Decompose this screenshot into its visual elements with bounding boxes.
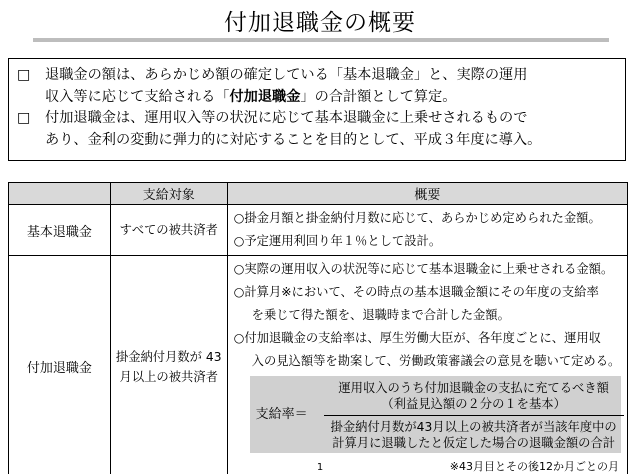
row-target — [110, 256, 227, 474]
formula-fraction — [324, 380, 624, 451]
table-row-additional — [9, 256, 628, 474]
desc-line: ○掛金月額と掛金納付月数に応じて、あらかじめ定められた金額。 — [233, 211, 601, 225]
table-header-empty — [9, 183, 111, 205]
desc-line-continued: を乗じて得た額を、退職時まで合計した金額。 — [251, 308, 510, 322]
summary-text: 」の合計額として算定。 — [300, 88, 457, 105]
row-target: すべての被共済者 — [110, 205, 227, 256]
row-name: 付加退職金 — [9, 256, 111, 474]
page-title: 付加退職金の概要 — [224, 10, 416, 36]
summary-bold-term: 付加退職金 — [229, 88, 301, 105]
row-description — [227, 205, 627, 256]
desc-line: ○実際の運用収入の状況等に応じて基本退職金に上乗せされる金額。 — [233, 262, 614, 276]
page-number: 1 — [316, 462, 324, 473]
payout-rate-formula — [250, 376, 621, 453]
formula-label: 支給率＝ — [255, 407, 308, 422]
summary-item — [17, 87, 615, 109]
summary-item — [17, 108, 615, 130]
summary-text: 退職金の額は、あらかじめ額の確定している「基本退職金」と、実際の運用 — [45, 67, 528, 83]
desc-line: ○予定運用利回り年１％として設計。 — [233, 234, 442, 248]
row-description — [227, 256, 627, 474]
summary-item — [17, 130, 615, 152]
target-line: 43月以上の被共済者 — [119, 349, 222, 384]
title-underline — [33, 38, 609, 42]
table-row-basic — [9, 205, 628, 256]
summary-box — [8, 58, 626, 161]
table-header-target: 支給対象 — [110, 183, 227, 205]
target-line: 掛金納付月数が — [115, 349, 202, 364]
desc-line-continued: 入の見込額等を勘案して、労働政策審議会の意見を聴いて定める。 — [251, 354, 621, 368]
summary-item — [17, 65, 615, 87]
formula-denominator: 計算月に退職したと仮定した場合の退職金額の合計 — [332, 436, 616, 450]
table-header-overview: 概要 — [227, 183, 627, 205]
overview-table — [8, 182, 628, 474]
summary-text: 収入等に応じて支給される「 — [45, 88, 230, 105]
row-name: 基本退職金 — [9, 205, 111, 256]
desc-line: ○付加退職金の支給率は、厚生労働大臣が、各年度ごとに、運用収 — [233, 331, 601, 345]
summary-text: あり、金利の変動に弾力的に対応することを目的として、平成３年度に導入。 — [45, 131, 542, 148]
formula-numerator: 運用収入のうち付加退職金の支払に充てるべき額 — [338, 381, 609, 395]
formula-denominator: 掛金納付月数が43月以上の被共済者が当該年度中の — [330, 420, 617, 434]
footnote: ※43月目とその後12か月ごとの月 — [449, 460, 619, 473]
table-header-row — [9, 183, 628, 205]
formula-numerator-note: （利益見込額の２分の１を基本） — [381, 397, 566, 411]
checkbox-square-icon: □ — [17, 67, 31, 83]
summary-text: 付加退職金は、運用収入等の状況に応じて基本退職金に上乗せされるもので — [45, 110, 528, 126]
checkbox-square-icon: □ — [17, 110, 31, 126]
fraction-bar — [324, 415, 624, 416]
desc-line: ○計算月※において、その時点の基本退職金額にその年度の支給率 — [233, 285, 599, 299]
